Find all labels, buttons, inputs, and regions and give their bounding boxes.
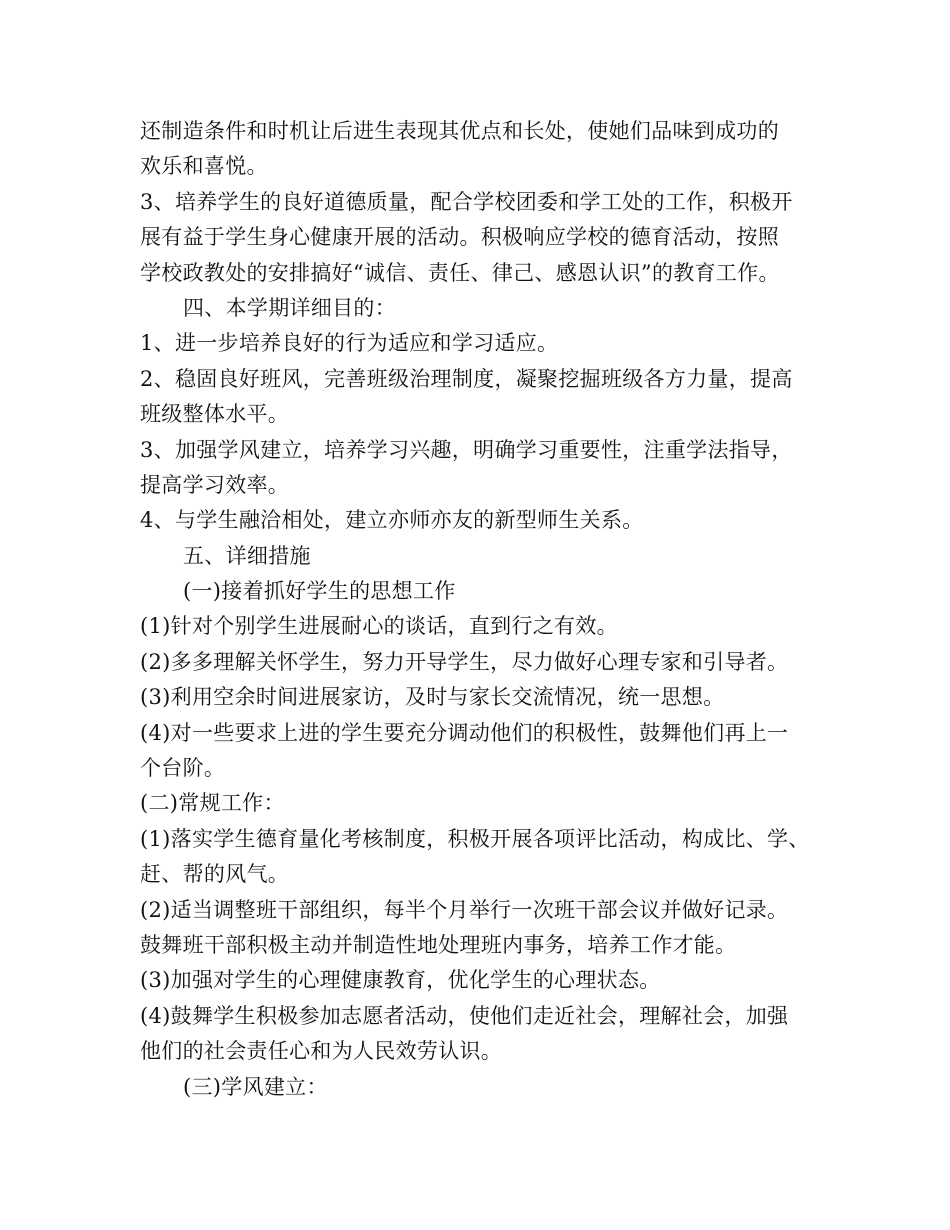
text-line: (1)针对个别学生进展耐心的谈话，直到行之有效。 xyxy=(140,614,618,639)
text-line: (2)多多理解关怀学生，努力开导学生，尽力做好心理专家和引导者。 xyxy=(140,649,789,674)
text-line: 3、加强学风建立，培养学习兴趣，明确学习重要性，注重学法指导， xyxy=(140,437,793,462)
text-line: (1)落实学生德育量化考核制度，积极开展各项评比活动，构成比、学、 xyxy=(140,826,810,851)
text-line: 3、培养学生的良好道德质量，配合学校团委和学工处的工作，积极开 xyxy=(140,189,793,214)
text-line: 1、进一步培养良好的行为适应和学习适应。 xyxy=(140,331,559,356)
text-line: 提高学习效率。 xyxy=(140,472,290,497)
text-line: 个台阶。 xyxy=(140,756,226,781)
subsection-heading: (三)学风建立： xyxy=(183,1074,328,1099)
text-line: (2)适当调整班干部组织，每半个月举行一次班干部会议并做好记录。 xyxy=(140,897,789,922)
text-line: 欢乐和喜悦。 xyxy=(140,154,268,179)
section-heading: 五、详细措施 xyxy=(183,543,311,568)
subsection-heading: (一)接着抓好学生的思想工作 xyxy=(183,579,456,604)
text-line: 还制造条件和时机让后进生表现其优点和长处，使她们品味到成功的 xyxy=(140,119,779,143)
text-line: 他们的社会责任心和为人民效劳认识。 xyxy=(140,1039,503,1064)
text-line: 4、与学生融洽相处，建立亦师亦友的新型师生关系。 xyxy=(140,508,644,533)
text-line: (4)对一些要求上进的学生要充分调动他们的积极性，鼓舞他们再上一 xyxy=(140,720,789,745)
text-line: 班级整体水平。 xyxy=(140,402,290,427)
text-line: 2、稳固良好班风，完善班级治理制度，凝聚挖掘班级各方力量，提高 xyxy=(140,366,793,391)
text-line: (3)利用空余时间进展家访，及时与家长交流情况，统一思想。 xyxy=(140,685,725,710)
text-line: (4)鼓舞学生积极参加志愿者活动，使他们走近社会，理解社会，加强 xyxy=(140,1003,789,1028)
text-line: 展有益于学生身心健康开展的活动。积极响应学校的德育活动，按照 xyxy=(140,225,779,250)
text-line: (3)加强对学生的心理健康教育，优化学生的心理状态。 xyxy=(140,968,661,993)
text-line: 学校政教处的安排搞好“诚信、责任、律己、感恩认识”的教育工作。 xyxy=(140,260,780,285)
text-line: 赶、帮的风气。 xyxy=(140,862,290,887)
subsection-heading: (二)常规工作： xyxy=(140,791,285,816)
section-heading: 四、本学期详细目的： xyxy=(183,295,396,320)
text-line: 鼓舞班干部积极主动并制造性地处理班内事务，培养工作才能。 xyxy=(140,932,737,957)
document-body xyxy=(140,114,830,1105)
